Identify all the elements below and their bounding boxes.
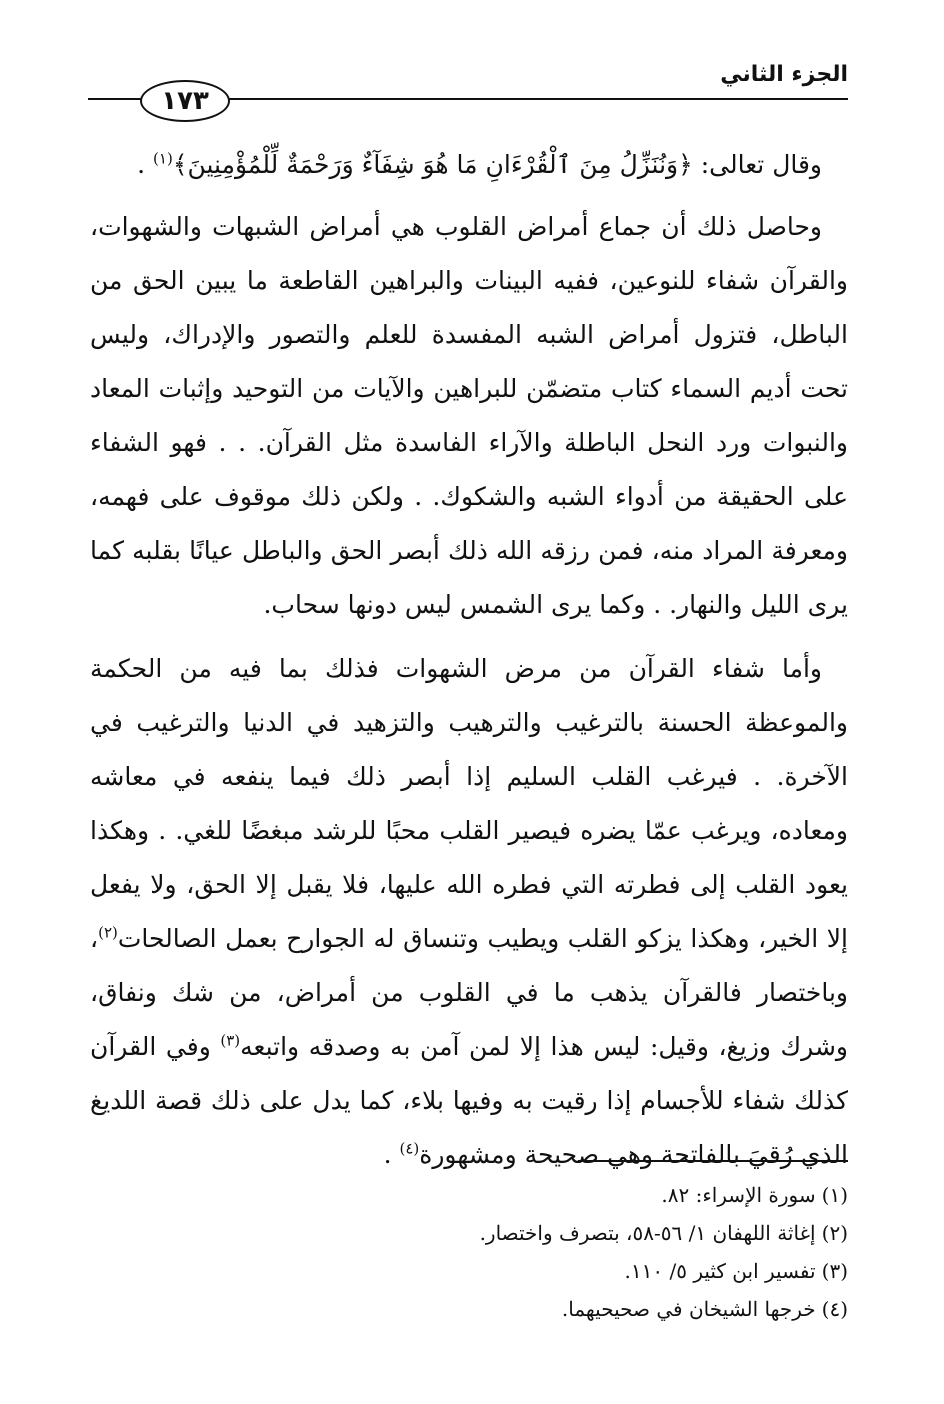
footnote-text: خرجها الشيخان في صحيحيهما. <box>561 1297 816 1321</box>
paragraph-2 <box>90 642 848 1182</box>
footnote-1 <box>90 1176 848 1214</box>
body-text <box>90 138 848 1182</box>
footnote-ref-3: (٣) <box>220 1031 241 1050</box>
footnote-ref-4: (٤) <box>399 1139 420 1158</box>
paragraph-2-part-c: وفي القرآن كذلك شفاء للأجسام إذا رقيت به وفيها بلاء، كما يدل على ذلك قصة اللديغ الذي رُقيَ بالفاتحة وهي صحيحة ومشهورة <box>90 1032 848 1169</box>
running-title: الجزء الثاني <box>720 62 848 87</box>
footnote-text: سورة الإسراء: ٨٢. <box>661 1183 816 1207</box>
footnote-text: تفسير ابن كثير ٥/ ١١٠. <box>624 1259 816 1283</box>
verse-line <box>90 138 848 192</box>
paragraph-2-part-a: وأما شفاء القرآن من مرض الشهوات فذلك بما فيه من الحكمة والموعظة الحسنة بالترغيب والترهيب والتزهيد في الدنيا والترغيب في الآخرة. . فيرغب القلب السليم إذا أبصر ذلك فيما ينفعه في معاشه ومعاده، ويرغب عمّا يضره فيصير القلب محبًا للرشد مبغضًا للغي. . وهكذا يعود القلب إلى فطرته التي فطره الله عليها، فلا يقبل إلا الحق، ولا يفعل إلا الخير، وهكذا يزكو القلب ويطيب وتنساق له الجوارح بعمل الصالحات <box>90 654 848 953</box>
footnote-ref-2: (٢) <box>98 923 118 942</box>
paragraph-2-end: . <box>383 1140 392 1169</box>
verse-intro: وقال تعالى: <box>692 150 822 179</box>
footnote-4 <box>90 1290 848 1328</box>
footnote-rule <box>578 1160 848 1162</box>
footnote-number: (١) <box>821 1183 848 1207</box>
footnote-ref-1: (١) <box>153 149 173 168</box>
header-rule-left <box>88 98 144 100</box>
footnote-text: إغاثة اللهفان ١/ ٥٦-٥٨، بتصرف واختصار. <box>479 1221 816 1245</box>
footnote-number: (٤) <box>821 1297 848 1321</box>
footnote-number: (٣) <box>821 1259 848 1283</box>
footnote-3 <box>90 1252 848 1290</box>
quran-verse: ﴿وَنُنَزِّلُ مِنَ ٱلْقُرْءَانِ مَا هُوَ شِفَآءٌ وَرَحْمَةٌ لِّلْمُؤْمِنِينَ﴾ <box>172 150 693 179</box>
paragraph-2-part-b: ، وباختصار فالقرآن يذهب ما في القلوب من أمراض، من شك ونفاق، وشرك وزيغ، وقيل: ليس هذا إلا لمن آمن به وصدقه واتبعه <box>90 924 848 1061</box>
header-rule <box>220 98 848 100</box>
page-number: ١٧٣ <box>140 80 230 122</box>
verse-end: . <box>137 150 146 179</box>
paragraph-1: وحاصل ذلك أن جماع أمراض القلوب هي أمراض الشبهات والشهوات، والقرآن شفاء للنوعين، ففيه البينات والبراهين القاطعة ما يبين الحق من الباطل، فتزول أمراض الشبه المفسدة للعلم والتصور والإدراك، وليس تحت أديم السماء كتاب متضمّن للبراهين والآيات من التوحيد وإثبات المعاد والنبوات ورد النحل الباطلة والآراء الفاسدة مثل القرآن. . . فهو الشفاء على الحقيقة من أدواء الشبه والشكوك. . ولكن ذلك موقوف على فهمه، ومعرفة المراد منه، فمن رزقه الله ذلك أبصر الحق والباطل عيانًا بقلبه كما يرى الليل والنهار. . وكما يرى الشمس ليس دونها سحاب. <box>90 212 848 619</box>
footnote-2 <box>90 1214 848 1252</box>
footnote-number: (٢) <box>821 1221 848 1245</box>
footnotes <box>90 1176 848 1328</box>
paragraph-gap <box>90 632 848 642</box>
